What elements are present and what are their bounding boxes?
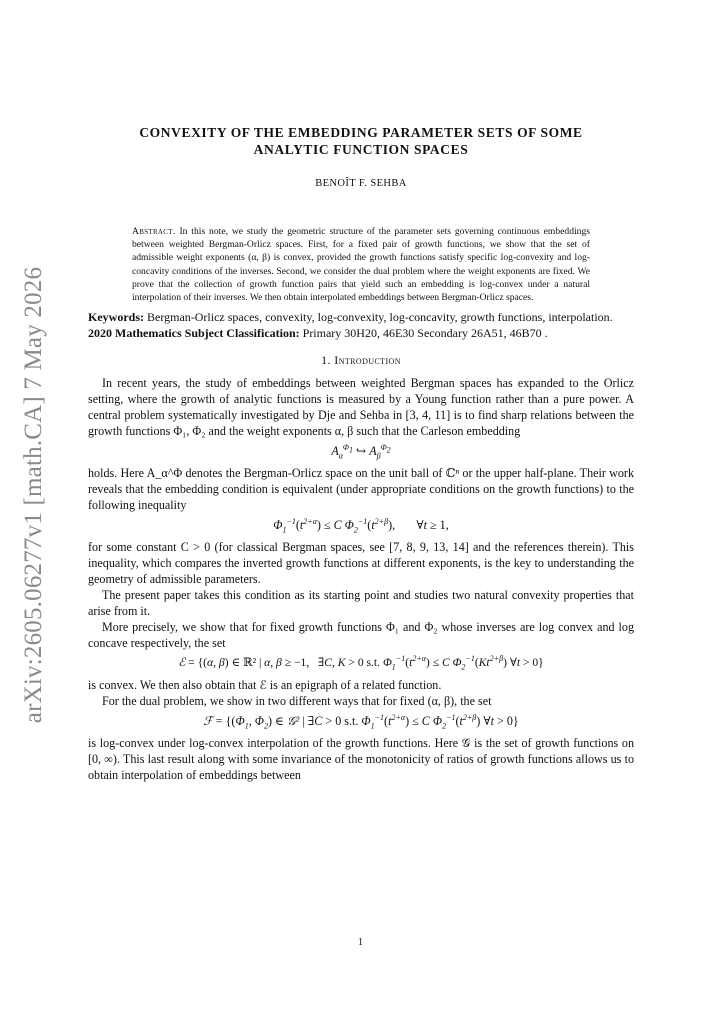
paragraph-5: More precisely, we show that for fixed growth functions Φ₁ and Φ₂ whose inverses are log convex and log concave respectively, the set	[88, 620, 634, 651]
paragraph-1: In recent years, the study of embeddings between weighted Bergman spaces has expanded to the Orlicz setting, where the growth of analytic functions is measured by a Young function rather than a pure power. A central problem systematically investigated by Dje and Sehba in [3, 4, 11] is to find sharp relations between the growth functions Φ₁, Φ₂ and the weight exponents α, β such that the Carleson embedding	[88, 376, 634, 439]
equation-set-E: ℰ = {(α, β) ∈ ℝ² | α, β ≥ −1, ∃C, K > 0 s.t. $\Phi_1^{-1}(t^{2+\alpha}) \le C$ $\Phi_2^{-1}(Kt^{2+\beta})$ ∀t > 0}	[178, 654, 544, 672]
abstract-label: Abstract.	[132, 226, 176, 237]
equation-embedding: $A_\alpha^{\Phi_1}$ ↪ $A_\beta^{\Phi_2}$	[331, 443, 391, 461]
paragraph-6: is convex. We then also obtain that ℰ is an epigraph of a related function.	[88, 678, 442, 693]
keywords-text: Bergman-Orlicz spaces, convexity, log-convexity, log-concavity, growth functions, interpolation.	[147, 310, 613, 325]
msc-classification	[88, 325, 634, 341]
paragraph-3: for some constant C > 0 (for classical Bergman spaces, see [7, 8, 9, 13, 14] and the references therein). This inequality, which compares the inverted growth functions at different exponents, is the key to understanding the geometry of admissible parameters.	[88, 540, 634, 587]
paper-page	[88, 124, 634, 783]
arxiv-identifier-text: arXiv:2605.06277v1 [math.CA] 7 May 2026	[20, 266, 47, 724]
title-line-2: ANALYTIC FUNCTION SPACES	[253, 142, 469, 157]
keywords-label: Keywords:	[88, 310, 144, 325]
author-name: BENOÎT F. SEHBA	[315, 178, 407, 189]
equation-inequality: $\Phi_1^{-1}(t^{2+\alpha}) \le C$ $\Phi_2^{-1}(t^{2+\beta})$, ∀t ≥ 1,	[273, 517, 449, 535]
abstract	[132, 225, 590, 304]
abstract-text: In this note, we study the geometric structure of the parameter sets governing continuous embeddings between weighted Bergman-Orlicz spaces. First, for a fixed pair of growth functions, we show that the set of admissible weight exponents (α, β) is convex, provided the growth functions satisfy specific log-convexity and log-concavity conditions of the inverses. Second, we consider the dual problem where the weight exponents are fixed. We prove that the collection of growth function pairs that yield such an embedding is log-convex under a natural interpolation of their inverses. We then obtain interpolated embeddings between Bergman-Orlicz spaces.	[132, 226, 590, 304]
msc-text: Primary 30H20, 46E30 Secondary 26A51, 46B70 .	[302, 326, 548, 341]
paragraph-2: holds. Here A_α^Φ denotes the Bergman-Orlicz space on the unit ball of ℂⁿ or the upper half-plane. Their work reveals that the embedding condition is equivalent (under appropriate conditions on the growth functions) to the following inequality	[88, 466, 634, 513]
arxiv-identifier-stamp	[16, 266, 52, 724]
section-heading: 1. Introduction	[321, 353, 401, 368]
paragraph-8: is log-convex under log-convex interpolation of the growth functions. Here 𝒢 is the set of growth functions on [0, ∞). This last result along with some invariance of the monotonicity of ratios of growth functions allows us to obtain interpolation of embeddings between	[88, 736, 634, 783]
msc-label: 2020 Mathematics Subject Classification:	[88, 326, 300, 341]
paragraph-7: For the dual problem, we show in two different ways that for fixed (α, β), the set	[102, 694, 492, 709]
paper-title	[88, 124, 634, 158]
paragraph-4: The present paper takes this condition as its starting point and studies two natural convexity properties that arise from it.	[88, 588, 634, 619]
keywords	[88, 309, 634, 325]
equation-set-F: ℱ = {($\Phi_1$, $\Phi_2$) ∈ 𝒢² | ∃C > 0 s.t. $\Phi_1^{-1}(t^{2+\alpha}) \le C$ $\Phi_2^{-1}(t^{2+\beta})$ ∀t > 0}	[203, 713, 519, 731]
page-number: 1	[358, 937, 363, 948]
title-line-1: CONVEXITY OF THE EMBEDDING PARAMETER SETS OF SOME	[139, 125, 583, 140]
